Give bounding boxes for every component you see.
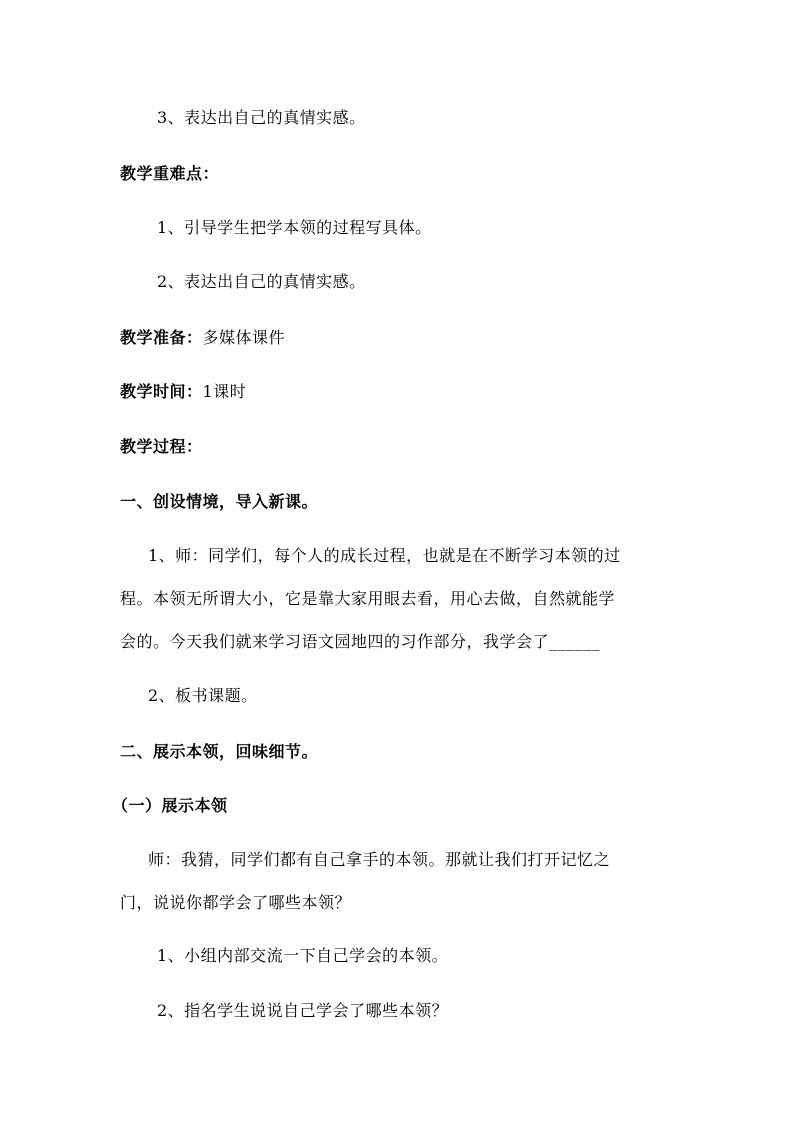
paragraph-line: 会的。今天我们就来学习语文园地四的习作部分，我学会了______ xyxy=(120,632,601,651)
blackboard-title-item: 2、板书课题。 xyxy=(148,686,258,705)
paragraph-line: 师：我猜，同学们都有自己拿手的本领。那就让我们打开记忆之 xyxy=(148,850,611,869)
section-2-heading: 二、展示本领，回味细节。 xyxy=(120,742,319,761)
paragraph-line: 程。本领无所谓大小，它是靠大家用眼去看，用心去做，自然就能学 xyxy=(120,589,616,608)
paragraph-line: 门，说说你都学会了哪些本领？ xyxy=(120,893,352,912)
heading-teaching-process: 教学过程： xyxy=(120,437,203,456)
activity-item-2: 2、指名学生说说自己学会了哪些本领？ xyxy=(157,1001,449,1020)
time-value: 1课时 xyxy=(202,382,247,401)
teaching-preparation xyxy=(120,328,285,348)
teaching-time xyxy=(120,382,246,402)
subsection-heading: （一）展示本领 xyxy=(112,796,228,815)
goal-item-3: 3、表达出自己的真情实感。 xyxy=(157,108,366,127)
difficulty-item-2: 2、表达出自己的真情实感。 xyxy=(157,272,366,291)
paragraph-line: 1、师：同学们，每个人的成长过程，也就是在不断学习本领的过 xyxy=(148,546,621,565)
preparation-value: 多媒体课件 xyxy=(202,328,286,347)
heading-key-difficulties: 教学重难点： xyxy=(120,164,220,183)
difficulty-item-1: 1、引导学生把学本领的过程写具体。 xyxy=(157,218,432,237)
activity-item-1: 1、小组内部交流一下自己学会的本领。 xyxy=(157,946,449,965)
preparation-label: 教学准备： xyxy=(120,328,203,347)
section-1-heading: 一、创设情境，导入新课。 xyxy=(120,492,319,511)
time-label: 教学时间： xyxy=(120,382,203,401)
